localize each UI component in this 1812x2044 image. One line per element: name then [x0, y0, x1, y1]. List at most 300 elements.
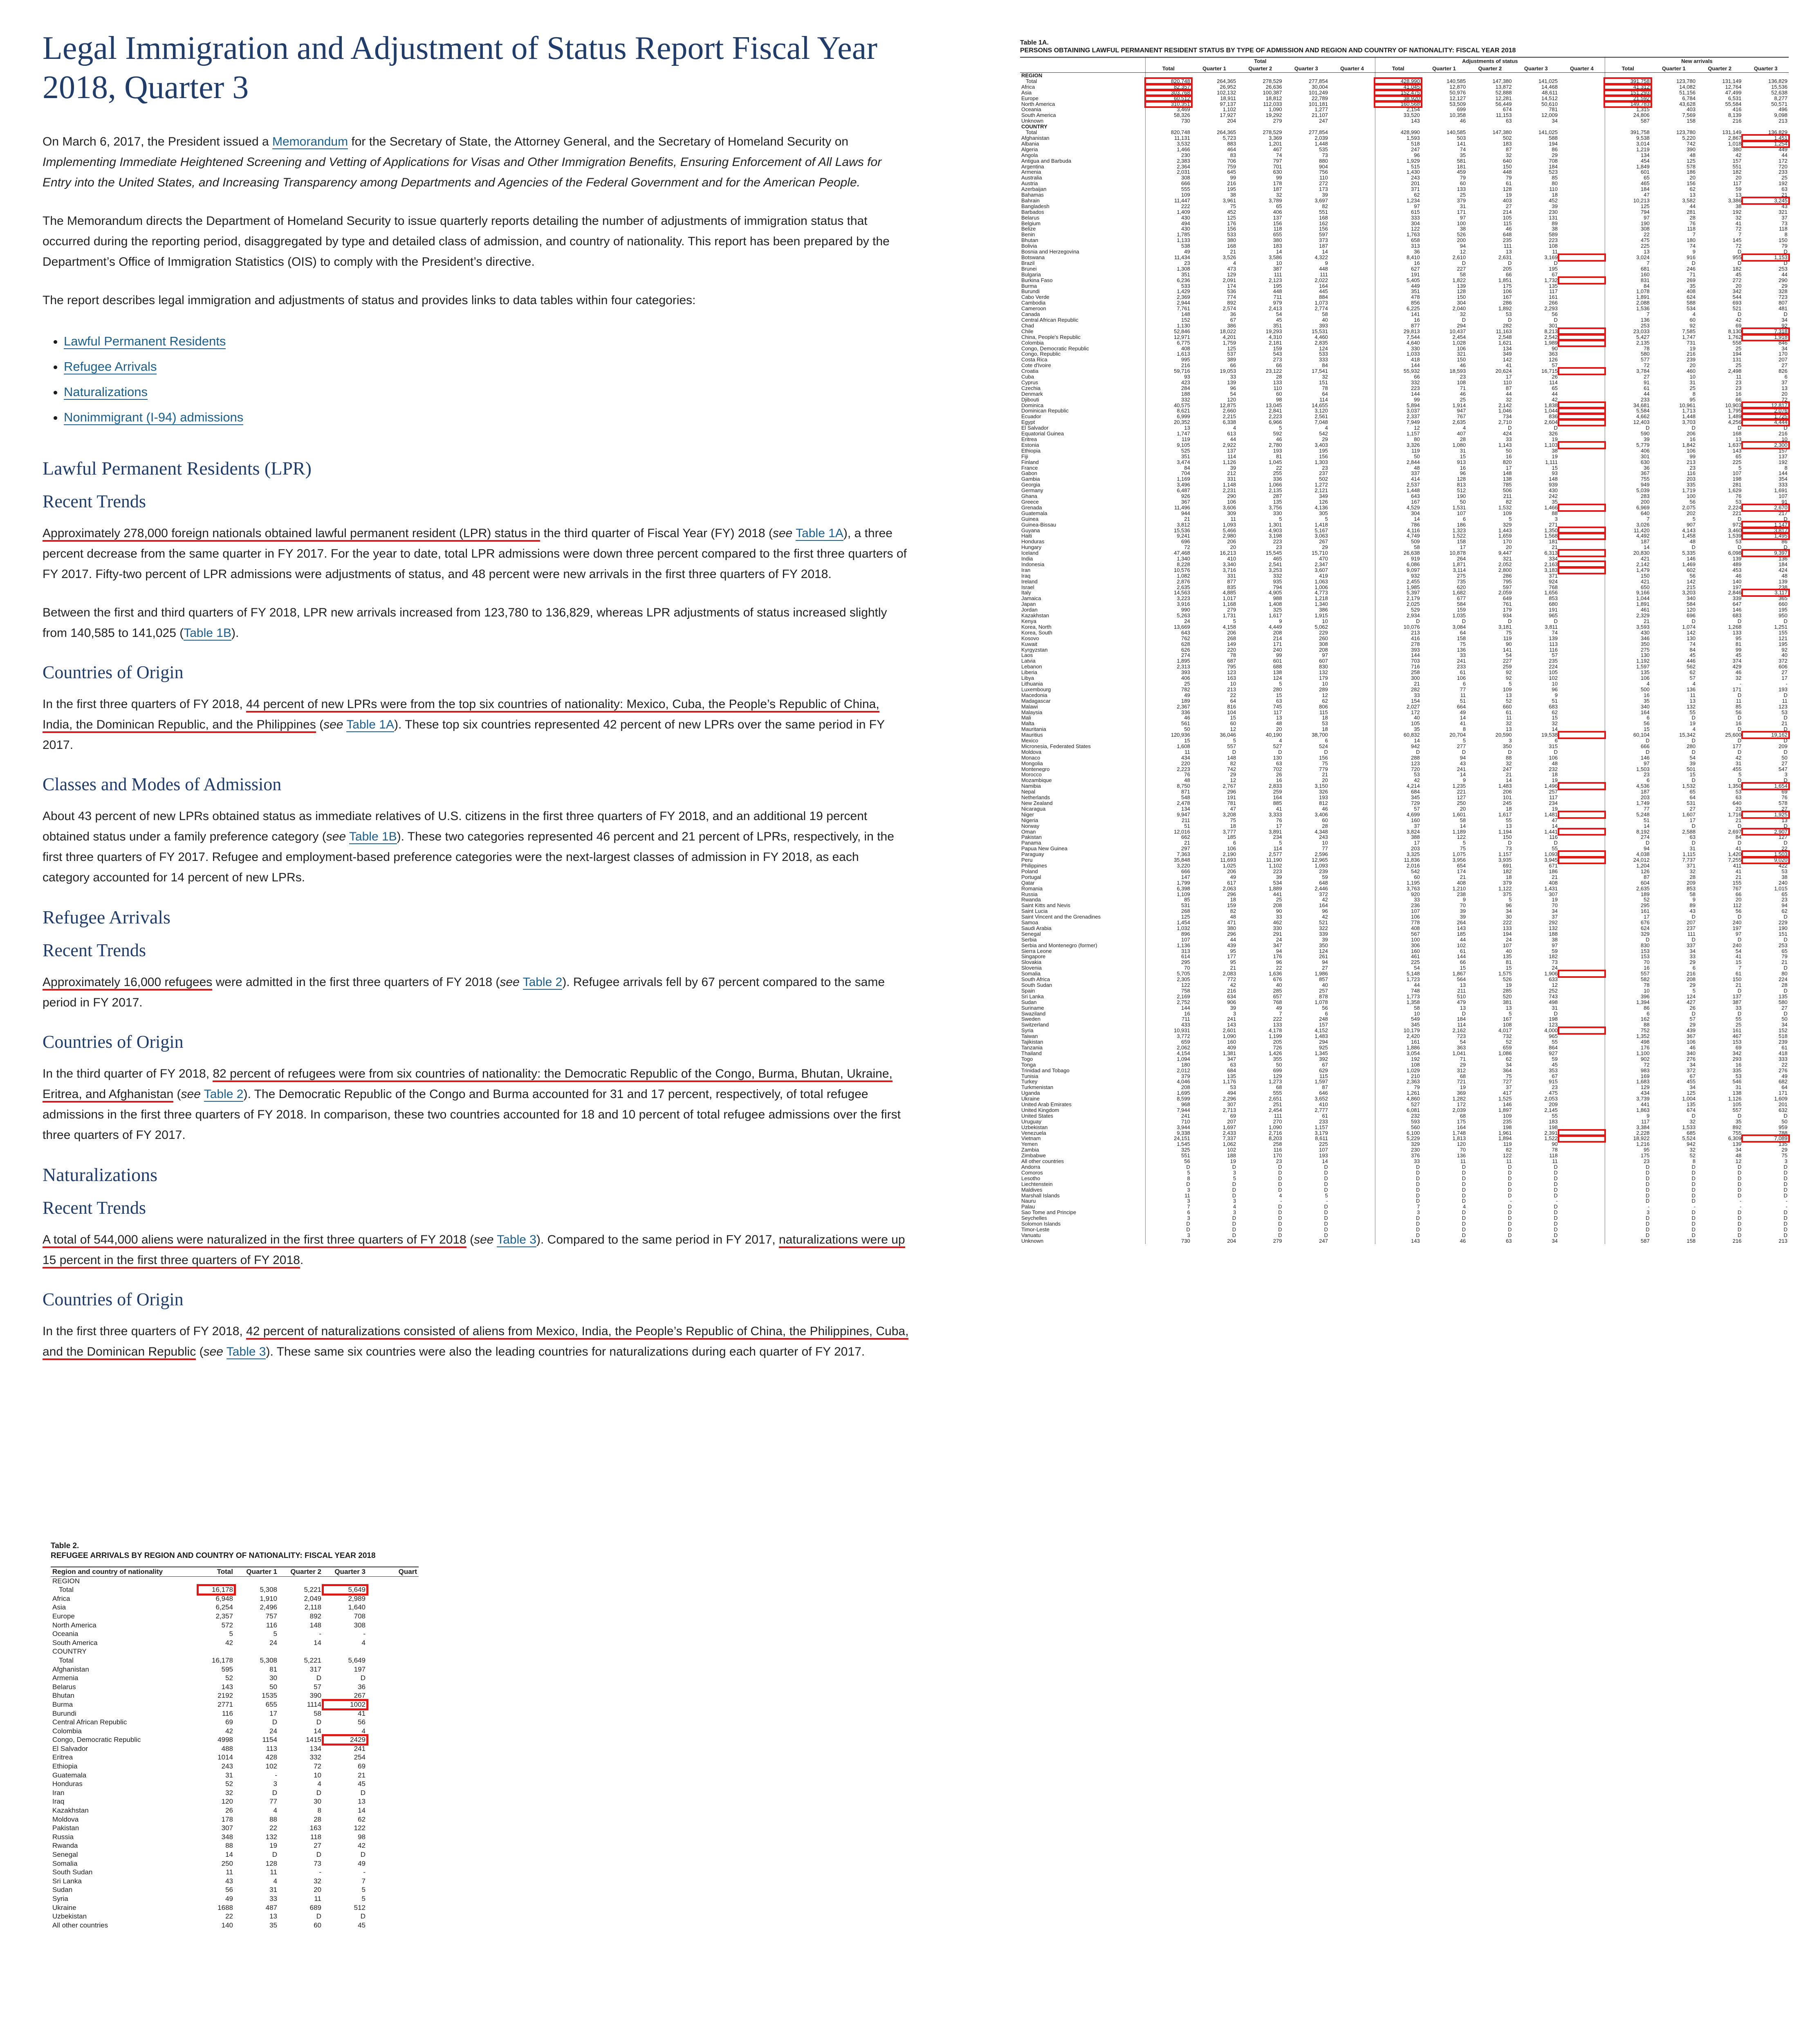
table-cell: D: [1691, 1221, 1696, 1227]
table-cell: 230: [1146, 152, 1191, 158]
table-row: [1020, 607, 1789, 613]
table-cell: [1559, 357, 1605, 363]
table-cell: 54: [1689, 755, 1696, 761]
table-cell: 48,611: [1542, 90, 1558, 96]
table-cell: 416: [1732, 107, 1742, 113]
table-cell: [1559, 943, 1605, 948]
table-cell: 96: [1230, 385, 1236, 391]
table-cell: 77: [1605, 806, 1651, 812]
table-row: [1020, 1074, 1789, 1079]
table-cell: 1,483: [1498, 783, 1512, 789]
table-cell: 7: [1605, 516, 1651, 522]
table-1a-link[interactable]: Table 1A: [796, 527, 843, 540]
table-cell: 39: [1230, 1005, 1236, 1011]
table-cell: 14: [1322, 1159, 1328, 1164]
table-row: [1020, 164, 1789, 170]
table-cell: [1559, 465, 1605, 471]
table-cell: 557: [1732, 1107, 1742, 1113]
table-cell: 584: [1457, 601, 1466, 607]
table-cell: 116: [1687, 471, 1696, 477]
table-cell: 148: [1503, 471, 1512, 477]
table-cell: D: [1738, 1181, 1742, 1187]
table-cell: 4: [1279, 1192, 1282, 1199]
table-cell: 788: [1778, 1130, 1787, 1136]
table-row: [1020, 556, 1789, 562]
table-cell: D: [1783, 1192, 1787, 1199]
table-cell: 105: [1503, 215, 1512, 221]
table-cell: 607: [1319, 658, 1328, 664]
table-1b-link[interactable]: Table 1B: [349, 830, 397, 843]
table-cell: D: [1738, 1187, 1742, 1193]
table-cell: D: [1783, 1232, 1787, 1238]
table-cell: 109: [1503, 686, 1512, 693]
table-cell: 121: [1778, 635, 1787, 641]
table-cell: 39: [1552, 203, 1558, 209]
table-cell: 3,063: [1314, 533, 1328, 539]
table-cell: [1559, 351, 1605, 357]
table-cell: 10: [1322, 619, 1328, 624]
table-cell: 192: [1375, 1056, 1421, 1062]
table-cell: 34: [1689, 948, 1696, 954]
table-cell: 408: [1146, 346, 1191, 352]
table-cell: 7: [1738, 232, 1742, 238]
table-row: [51, 1647, 419, 1656]
table-cell: 592: [1273, 431, 1282, 437]
table-cell: [1329, 1204, 1375, 1210]
table-cell: 49: [1230, 874, 1236, 880]
table-cell: [1329, 829, 1375, 835]
table-cell: 767: [1457, 414, 1466, 420]
table-cell: 107: [1732, 471, 1742, 477]
table-cell: 63: [1230, 1062, 1236, 1068]
table-3-link[interactable]: Table 3: [226, 1345, 266, 1358]
table-cell: 48: [1375, 465, 1421, 471]
table-cell: D: [1783, 249, 1787, 255]
table-row: [1020, 937, 1789, 943]
table-cell: 22,789: [1312, 95, 1328, 101]
table-row: [1020, 846, 1789, 852]
table-cell: 15: [1460, 965, 1466, 971]
nonimmigrant-link[interactable]: Nonimmigrant (I-94) admissions: [64, 410, 244, 424]
table-cell: [1329, 300, 1375, 306]
table-cell: [367, 1629, 419, 1638]
row-label: Oman: [1021, 829, 1036, 835]
refugee-link[interactable]: Refugee Arrivals: [64, 359, 157, 374]
table-cell: 536: [1227, 289, 1236, 295]
table-cell: 182: [1549, 954, 1558, 960]
table-cell: 1,522: [1452, 533, 1466, 539]
row-label: Marshall Islands: [1021, 1192, 1060, 1199]
row-label: South America: [1021, 112, 1056, 119]
table-2-label: Table 2.: [51, 1542, 79, 1550]
table-cell: 42: [1735, 152, 1742, 158]
row-label: Central African Republic: [52, 1718, 127, 1726]
column-header: Quarter 2: [1467, 65, 1513, 73]
table-cell: [1329, 914, 1375, 920]
table-cell: [367, 1771, 419, 1780]
table-cell: [1329, 312, 1375, 317]
table-cell: 5: [1509, 897, 1512, 903]
table-cell: 233: [1457, 664, 1466, 670]
table-cell: 5,466: [1222, 527, 1236, 533]
table-cell: 295: [1146, 959, 1191, 965]
table-cell: 200: [1457, 238, 1466, 244]
table-1a-link[interactable]: Table 1A: [346, 718, 394, 731]
table-cell: 2,025: [1375, 601, 1421, 607]
row-label: Spain: [1021, 988, 1035, 994]
table-cell: 676: [1605, 920, 1651, 926]
table-cell: -: [1556, 1198, 1558, 1204]
table-cell: [1329, 795, 1375, 800]
table-cell: 22: [225, 1912, 233, 1921]
table-cell: 179: [1503, 607, 1512, 613]
table-cell: 32: [1689, 868, 1696, 874]
table-cell: 40: [1322, 982, 1328, 988]
table-cell: D: [1554, 749, 1558, 755]
table-cell: 15,710: [1312, 550, 1328, 556]
table-cell: [1329, 471, 1375, 476]
row-label: Pakistan: [52, 1824, 79, 1832]
lpr-link[interactable]: Lawful Permanent Residents: [64, 334, 226, 348]
table-cell: 2,027: [1375, 704, 1421, 710]
table-cell: 194: [1732, 351, 1742, 357]
table-cell: 21: [1735, 982, 1742, 988]
table-cell: 5,723: [1222, 135, 1236, 141]
row-label: Japan: [1021, 601, 1036, 607]
table-cell: 78: [1552, 1147, 1558, 1153]
table-cell: 76: [1689, 220, 1696, 226]
table-cell: 178: [1273, 181, 1282, 187]
table-cell: 7,544: [1375, 334, 1421, 340]
table-cell: [1329, 204, 1375, 209]
table-cell: 53: [1735, 789, 1742, 795]
row-label: Yemen: [1021, 1141, 1038, 1148]
table-row: [1020, 772, 1789, 778]
table-cell: 2,433: [1222, 1130, 1236, 1136]
table-cell: 148: [309, 1621, 321, 1629]
table-cell: 55: [1735, 1016, 1742, 1022]
table-cell: 125: [1227, 215, 1236, 221]
table-cell: 27: [1506, 203, 1512, 209]
table-cell: [1559, 596, 1605, 601]
table-cell: 878: [1319, 993, 1328, 1000]
table-cell: 3,739: [1605, 1096, 1651, 1102]
table-2: [51, 1567, 419, 1930]
table-cell: 184: [1457, 1016, 1466, 1022]
table-cell: 1,608: [1146, 744, 1191, 749]
table-cell: 544: [1732, 294, 1742, 300]
table-cell: 123,780: [1676, 130, 1696, 135]
table-cell: 36: [1230, 312, 1236, 317]
table-row: [1020, 346, 1789, 352]
table-cell: 188: [1227, 1153, 1236, 1159]
table-cell: 2,076: [1742, 408, 1789, 414]
table-cell: 350: [1605, 641, 1651, 647]
table-cell: 95: [1230, 959, 1236, 966]
table-cell: 1,147: [1742, 522, 1789, 528]
table-cell: 17: [1375, 840, 1421, 846]
table-row: [1020, 340, 1789, 346]
table-cell: 97: [1735, 931, 1742, 937]
table-cell: 195: [1778, 607, 1787, 613]
table-cell: 16: [1460, 465, 1466, 471]
table-cell: 136: [1778, 556, 1787, 562]
table-2-link[interactable]: Table 2: [204, 1087, 244, 1101]
table-cell: 604: [1605, 880, 1651, 886]
table-cell: 28: [314, 1815, 321, 1823]
table-cell: 15,545: [1265, 550, 1282, 556]
table-2-link[interactable]: Table 2: [523, 975, 563, 989]
table-cell: 774: [1227, 294, 1236, 300]
table-cell: 208: [1273, 903, 1282, 909]
table-row: [51, 1674, 419, 1683]
table-cell: [1329, 959, 1375, 965]
table-cell: 109: [1503, 510, 1512, 516]
table-cell: 53: [1506, 312, 1512, 317]
row-label: Suriname: [1021, 1005, 1044, 1011]
table-cell: 3,117: [1742, 590, 1789, 596]
memorandum-link[interactable]: Memorandum: [272, 135, 348, 148]
row-label: Iraq: [52, 1797, 65, 1806]
table-row: [1020, 1164, 1789, 1170]
table-cell: 677: [1457, 596, 1466, 602]
table-cell: 159: [1227, 903, 1236, 909]
table-cell: 329: [1503, 522, 1512, 528]
table-cell: 527: [1375, 1102, 1421, 1107]
column-header: Quarter 3: [1513, 65, 1559, 73]
table-cell: 321: [1503, 556, 1512, 562]
table-cell: 883: [1227, 141, 1236, 147]
row-label: Rwanda: [52, 1842, 78, 1850]
table-cell: 708: [354, 1612, 366, 1620]
naturalizations-link[interactable]: Naturalizations: [64, 385, 148, 399]
table-cell: 3: [1509, 738, 1512, 744]
table-cell: 29: [1781, 283, 1787, 289]
table-cell: 1,430: [1375, 169, 1421, 175]
table-cell: [1329, 675, 1375, 681]
table-cell: 156: [1686, 181, 1696, 187]
table-row: [1020, 186, 1789, 192]
table-row: [1020, 107, 1789, 112]
table-cell: 50: [1781, 1016, 1787, 1022]
table-cell: D: [1783, 965, 1787, 971]
table-cell: [1559, 329, 1605, 334]
table-cell: -: [1693, 1204, 1696, 1210]
table-cell: 1,094: [1146, 1056, 1191, 1062]
table-cell: 106: [1227, 846, 1236, 852]
table-cell: [1329, 1085, 1375, 1090]
table-cell: 308: [1146, 175, 1191, 181]
row-label: Namibia: [1021, 783, 1041, 789]
table-cell: 949: [1605, 482, 1651, 488]
table-row: [1020, 624, 1789, 630]
table-cell: D: [1738, 823, 1742, 829]
table-cell: 797: [1273, 158, 1282, 164]
table-cell: D: [1462, 749, 1466, 755]
table-cell: 46: [1735, 573, 1742, 579]
list-item: [64, 379, 909, 405]
table-cell: 117: [1549, 289, 1558, 295]
table-cell: 2,012: [1146, 1068, 1191, 1074]
row-label: Honduras: [1021, 539, 1045, 545]
table-cell: 1,323: [1452, 527, 1466, 533]
table-cell: [1329, 772, 1375, 778]
row-label: Moldova: [52, 1815, 79, 1823]
table-cell: [1329, 96, 1375, 101]
table-row: [1020, 988, 1789, 994]
group-header-row: [1020, 57, 1789, 65]
table-row: [1020, 181, 1789, 186]
table-cell: [1329, 931, 1375, 937]
table-cell: 35: [1605, 698, 1651, 704]
table-cell: [1467, 73, 1513, 78]
row-label: Bahrain: [1021, 197, 1040, 204]
table-cell: 13: [1781, 817, 1787, 823]
table-cell: 53: [1735, 1073, 1742, 1079]
table-cell: 19,292: [1265, 112, 1282, 119]
row-label: Belarus: [1021, 215, 1040, 221]
table-cell: [1329, 880, 1375, 886]
table-cell: D: [316, 1788, 321, 1797]
table-cell: [1559, 874, 1605, 880]
table-cell: 1,682: [1452, 590, 1466, 596]
table-cell: 174: [1227, 283, 1236, 289]
table-cell: 3,208: [1222, 811, 1236, 818]
table-cell: 216: [1778, 431, 1787, 437]
table-cell: [1329, 704, 1375, 710]
table-cell: 130: [1273, 755, 1282, 761]
table-cell: 30,004: [1312, 84, 1328, 90]
table-cell: 14: [1460, 772, 1466, 778]
table-cell: [1559, 630, 1605, 636]
table-row: [1020, 221, 1789, 226]
table-cell: [1559, 397, 1605, 403]
row-label: Honduras: [52, 1780, 83, 1788]
table-cell: 380: [1273, 238, 1282, 244]
table-cell: 138: [1503, 476, 1512, 482]
table-cell: 389: [1227, 357, 1236, 363]
table-cell: 32: [1460, 312, 1466, 317]
table-cell: 2,610: [1452, 255, 1466, 260]
table-cell: 317: [309, 1665, 321, 1673]
table-cell: [367, 1683, 419, 1692]
table-cell: 29: [1230, 772, 1236, 778]
table-cell: 1,443: [1498, 527, 1512, 533]
table-cell: 871: [1146, 789, 1191, 795]
table-cell: 50: [1146, 726, 1191, 732]
table-cell: [1237, 73, 1283, 78]
table-cell: 213: [1778, 118, 1787, 124]
column-header: Quarter 2: [279, 1567, 323, 1576]
table-cell: D: [1278, 1181, 1282, 1187]
row-label: Uganda: [1021, 1090, 1040, 1096]
table-cell: 430: [1146, 226, 1191, 232]
row-label: Serbia: [1021, 937, 1037, 943]
table-cell: 551: [1146, 1153, 1191, 1159]
table-cell: [1559, 550, 1605, 556]
table-cell: 6: [1462, 681, 1466, 687]
table-cell: 126: [1319, 499, 1328, 505]
table-cell: 3,586: [1269, 255, 1282, 260]
table-cell: 925: [1319, 1044, 1328, 1051]
table-cell: 990: [1146, 607, 1191, 613]
table-cell: 326: [1549, 431, 1558, 437]
table-cell: 535: [1319, 146, 1328, 152]
table-cell: D: [1508, 1175, 1512, 1181]
table-cell: 1,531: [1452, 504, 1466, 511]
table-cell: 49: [1460, 709, 1466, 715]
table-cell: 748: [1375, 988, 1421, 994]
table-cell: [1559, 948, 1605, 954]
table-cell: 125: [1146, 914, 1191, 920]
table-cell: 1,532: [1682, 783, 1696, 789]
table-cell: 74: [1689, 641, 1696, 647]
table-cell: [1559, 1210, 1605, 1215]
table-cell: 53: [1781, 709, 1787, 715]
table-cell: D: [1738, 1011, 1742, 1017]
table-cell: 9: [1554, 692, 1558, 698]
table-cell: D: [1554, 317, 1558, 323]
row-label: Sudan: [52, 1886, 73, 1894]
table-cell: [1329, 329, 1375, 334]
table-cell: 216: [1686, 351, 1696, 357]
table-cell: 745: [1273, 704, 1282, 710]
table-1b-link[interactable]: Table 1B: [184, 626, 231, 640]
table-3-link[interactable]: Table 3: [497, 1233, 536, 1246]
table-cell: 701: [1273, 164, 1282, 170]
table-cell: 25: [1146, 681, 1191, 687]
table-cell: 149,783: [1605, 101, 1651, 107]
table-cell: [1559, 96, 1605, 101]
table-cell: 49: [1146, 249, 1191, 255]
table-cell: 292: [1549, 920, 1558, 926]
table-cell: D: [1554, 1232, 1558, 1238]
table-cell: 137: [1273, 215, 1282, 221]
row-label: Mongolia: [1021, 760, 1043, 766]
row-label: Ireland: [1021, 578, 1038, 585]
table-cell: 108: [1457, 379, 1466, 385]
table-row: [51, 1700, 419, 1709]
table-cell: 11: [1506, 715, 1512, 721]
table-cell: 113: [266, 1744, 277, 1753]
table-cell: 139: [1732, 1141, 1742, 1148]
table-cell: 31: [1460, 203, 1466, 209]
table-cell: 5: [1146, 1170, 1191, 1176]
table-cell: 10,179: [1375, 1028, 1421, 1033]
table-cell: 6,775: [1146, 340, 1191, 346]
table-cell: 6,309: [1728, 1136, 1742, 1142]
table-cell: 77: [1460, 686, 1466, 693]
table-cell: 119: [1503, 1141, 1512, 1148]
table-cell: 161: [1605, 908, 1651, 914]
table-cell: 689: [309, 1903, 321, 1912]
table-cell: 225: [1732, 459, 1742, 465]
row-label: Romania: [1021, 885, 1043, 892]
table-cell: D: [1738, 1221, 1742, 1227]
table-cell: 333: [1319, 357, 1328, 363]
table-cell: [1559, 488, 1605, 493]
table-row: [1020, 226, 1789, 232]
table-cell: [1329, 1051, 1375, 1056]
table-cell: [1513, 73, 1559, 78]
table-cell: [367, 1912, 419, 1921]
row-label: Mozambique: [1021, 778, 1052, 784]
table-cell: 1,503: [1605, 766, 1651, 772]
table-cell: 209: [1778, 743, 1787, 749]
table-cell: 1,441: [1544, 829, 1558, 835]
table-cell: 32: [1689, 1147, 1696, 1153]
table-cell: 7,255: [1728, 857, 1742, 863]
